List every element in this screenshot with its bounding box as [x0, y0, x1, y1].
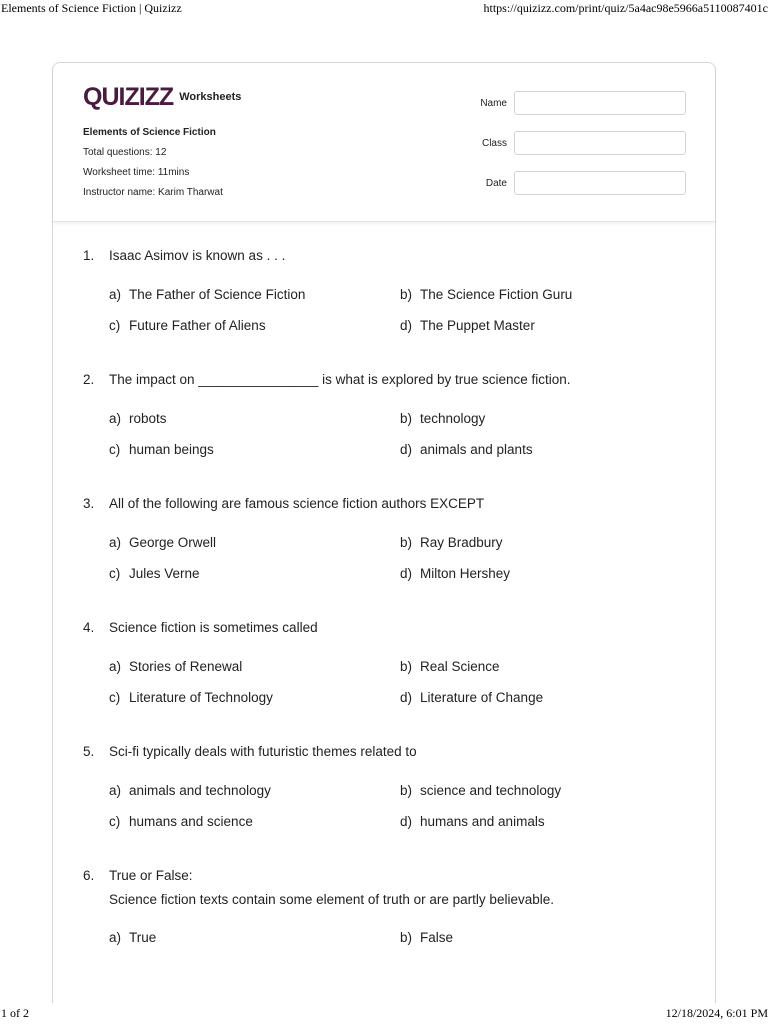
option-text: humans and science [129, 814, 253, 829]
option-a[interactable] [109, 930, 156, 945]
date-field[interactable] [514, 171, 686, 195]
option-text: human beings [129, 442, 214, 457]
logo-wordmark: QUIZIZZ [83, 83, 174, 111]
option-text: Literature of Change [420, 690, 544, 705]
option-b[interactable] [400, 783, 561, 798]
option-letter: b) [400, 535, 413, 550]
option-letter: a) [109, 783, 122, 798]
option-d[interactable] [400, 566, 510, 581]
question-number: 4. [83, 620, 95, 635]
option-letter: c) [109, 318, 121, 333]
option-letter: a) [109, 930, 122, 945]
logo-section-label: Worksheets [179, 91, 242, 103]
print-page-title: Elements of Science Fiction | Quizizz [1, 1, 182, 15]
question-6 [83, 868, 683, 916]
option-text: Ray Bradbury [420, 535, 503, 550]
option-text: The Science Fiction Guru [420, 287, 573, 302]
option-letter: c) [109, 566, 121, 581]
option-text: Milton Hershey [420, 566, 511, 581]
option-b[interactable] [400, 930, 453, 945]
option-b[interactable] [400, 659, 500, 674]
print-datetime: 12/18/2024, 6:01 PM [665, 1006, 768, 1020]
option-text: animals and plants [420, 442, 533, 457]
option-letter: a) [109, 411, 122, 426]
worksheet-sheet [52, 62, 716, 1003]
worksheet-time: Worksheet time: 11mins [83, 167, 190, 178]
option-a[interactable] [109, 783, 271, 798]
class-field[interactable] [514, 131, 686, 155]
worksheet-meta [83, 126, 223, 206]
option-letter: d) [400, 318, 413, 333]
instructor-name: Instructor name: Karim Tharwat [83, 187, 223, 198]
option-letter: c) [109, 690, 121, 705]
option-text: science and technology [420, 783, 562, 798]
option-letter: d) [400, 442, 413, 457]
date-field-row [473, 171, 686, 195]
question-number: 5. [83, 744, 95, 759]
option-letter: c) [109, 442, 121, 457]
option-text: George Orwell [129, 535, 217, 550]
question-number: 1. [83, 248, 95, 263]
question-number: 3. [83, 496, 95, 511]
option-text: Future Father of Aliens [129, 318, 266, 333]
option-d[interactable] [400, 318, 535, 333]
worksheet-header [53, 63, 715, 222]
option-c[interactable] [109, 442, 214, 457]
option-text: Stories of Renewal [129, 659, 243, 674]
option-b[interactable] [400, 535, 503, 550]
option-letter: d) [400, 690, 413, 705]
question-text: Science fiction is sometimes called [109, 620, 318, 635]
name-label: Name [480, 97, 507, 109]
option-letter: c) [109, 814, 121, 829]
option-c[interactable] [109, 814, 253, 829]
option-letter: b) [400, 783, 413, 798]
option-text: Literature of Technology [129, 690, 273, 705]
option-letter: d) [400, 814, 413, 829]
option-text: Real Science [420, 659, 500, 674]
option-letter: b) [400, 930, 413, 945]
option-b[interactable] [400, 287, 572, 302]
option-a[interactable] [109, 535, 216, 550]
question-number: 6. [83, 868, 95, 883]
option-text: robots [129, 411, 167, 426]
option-text: True [129, 930, 157, 945]
option-a[interactable] [109, 411, 167, 426]
option-letter: b) [400, 659, 413, 674]
option-c[interactable] [109, 318, 266, 333]
option-letter: a) [109, 659, 122, 674]
name-field-row [473, 91, 686, 115]
option-letter: a) [109, 535, 122, 550]
question-text: The impact on ________________ is what is explored by true science fiction. [109, 372, 571, 387]
option-text: Jules Verne [129, 566, 200, 581]
option-d[interactable] [400, 690, 543, 705]
option-letter: a) [109, 287, 122, 302]
option-letter: d) [400, 566, 413, 581]
option-d[interactable] [400, 442, 533, 457]
quizizz-logo [83, 85, 241, 110]
print-header [0, 0, 768, 18]
option-text: The Puppet Master [420, 318, 535, 333]
name-field[interactable] [514, 91, 686, 115]
option-letter: b) [400, 411, 413, 426]
option-a[interactable] [109, 287, 305, 302]
question-text-line-2: Science fiction texts contain some element of truth or are partly believable. [109, 892, 554, 907]
date-label: Date [485, 177, 507, 189]
question-text: All of the following are famous science fiction authors EXCEPT [109, 496, 485, 511]
option-text: False [420, 930, 454, 945]
total-questions: Total questions: 12 [83, 147, 167, 158]
worksheet-title: Elements of Science Fiction [83, 127, 216, 138]
option-c[interactable] [109, 566, 200, 581]
option-d[interactable] [400, 814, 545, 829]
class-field-row [473, 131, 686, 155]
page-count: 1 of 2 [1, 1006, 29, 1020]
option-c[interactable] [109, 690, 273, 705]
print-footer [0, 1004, 768, 1024]
print-url[interactable]: https://quizizz.com/print/quiz/5a4ac98e5966a5110087401c [483, 1, 768, 15]
option-text: animals and technology [129, 783, 271, 798]
option-a[interactable] [109, 659, 242, 674]
option-letter: b) [400, 287, 413, 302]
question-text: Isaac Asimov is known as . . . [109, 248, 286, 263]
option-text: humans and animals [420, 814, 545, 829]
class-label: Class [481, 137, 507, 149]
question-number: 2. [83, 372, 95, 387]
option-text: technology [420, 411, 486, 426]
question-text: True or False: [109, 868, 193, 883]
option-text: The Father of Science Fiction [129, 287, 306, 302]
option-b[interactable] [400, 411, 485, 426]
question-text: Sci-fi typically deals with futuristic themes related to [109, 744, 417, 759]
